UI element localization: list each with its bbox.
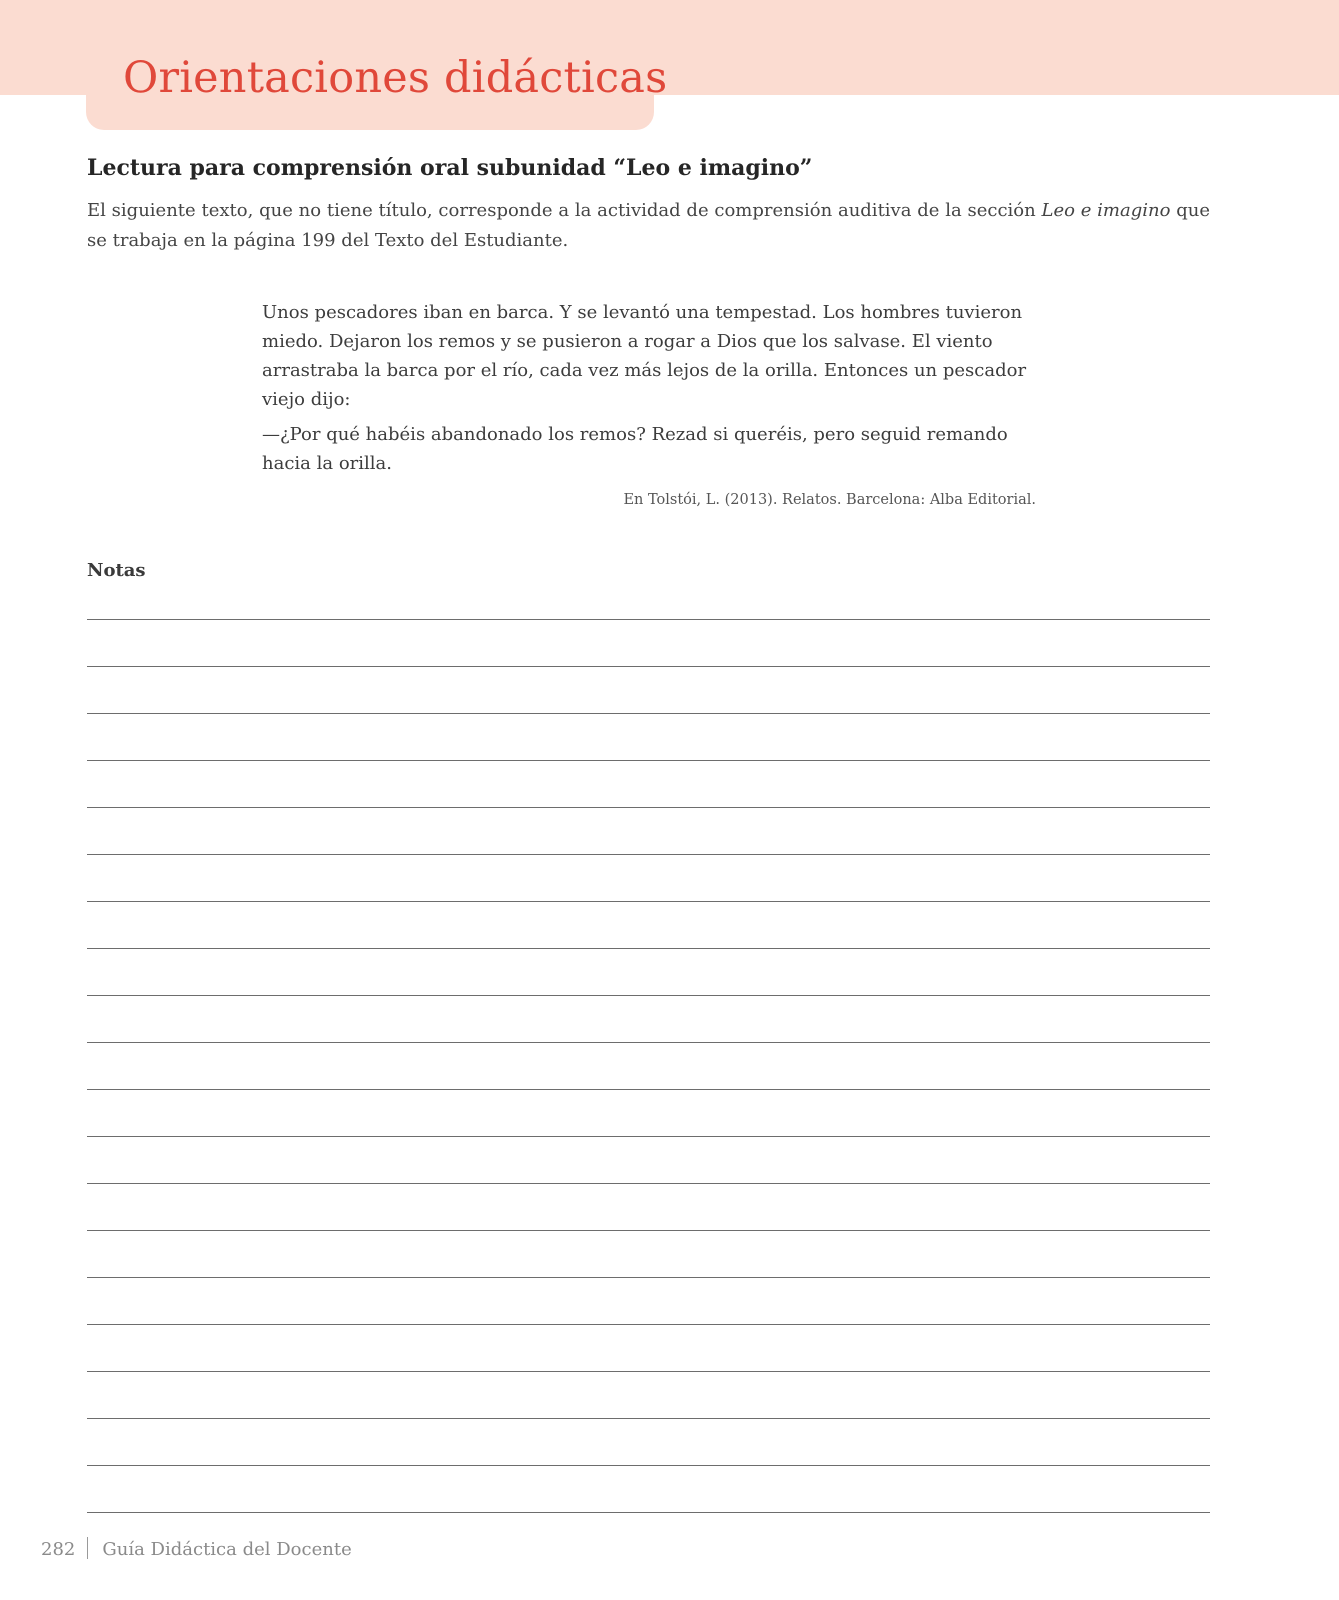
note-line: [87, 996, 1210, 1043]
notes-lines: [87, 618, 1210, 1513]
note-line: [87, 714, 1210, 761]
note-line: [87, 1043, 1210, 1090]
note-line: [87, 1278, 1210, 1325]
note-line: [87, 1372, 1210, 1419]
notes-label: Notas: [87, 560, 146, 581]
note-line: [87, 761, 1210, 808]
page-number: 282: [41, 1539, 76, 1560]
note-line: [87, 902, 1210, 949]
note-line: [87, 808, 1210, 855]
note-line: [87, 855, 1210, 902]
note-line: [87, 1184, 1210, 1231]
note-line: [87, 667, 1210, 714]
reading-dialogue: —¿Por qué habéis abandonado los remos? Rezad si queréis, pero seguid remando hacia la orilla.: [262, 424, 1008, 474]
note-line: [87, 1325, 1210, 1372]
intro-section-name: Leo e imagino: [1041, 200, 1171, 221]
note-line: [87, 1137, 1210, 1184]
note-line: [87, 1090, 1210, 1137]
intro-text-start: El siguiente texto, que no tiene título, corresponde a la actividad de comprensión auditiva de la sección: [87, 200, 1042, 221]
reading-excerpt: [262, 298, 1036, 510]
intro-text-end: que se trabaja en la página 199 del Texto del Estudiante.: [87, 200, 1210, 251]
note-line: [87, 620, 1210, 667]
page-footer: [41, 1536, 352, 1564]
reading-citation: En Tolstói, L. (2013). Relatos. Barcelona: Alba Editorial.: [623, 492, 1036, 508]
footer-separator: [87, 1537, 88, 1559]
page-title: Orientaciones didácticas: [123, 53, 668, 103]
note-line: [87, 949, 1210, 996]
reading-paragraph: Unos pescadores iban en barca. Y se levantó una tempestad. Los hombres tuvieron miedo. Dejaron los remos y se pusieron a rogar a Dios que los salvase. El viento arrastraba la barca por el río, cada vez más lejos de la orilla. Entonces un pescador viejo dijo:: [262, 302, 1027, 410]
section-heading: Lectura para comprensión oral subunidad “Leo e imagino”: [87, 155, 813, 181]
intro-paragraph: [87, 196, 1210, 256]
note-line: [87, 1419, 1210, 1466]
book-title: Guía Didáctica del Docente: [102, 1539, 352, 1560]
note-line: [87, 1466, 1210, 1513]
note-line: [87, 1231, 1210, 1278]
